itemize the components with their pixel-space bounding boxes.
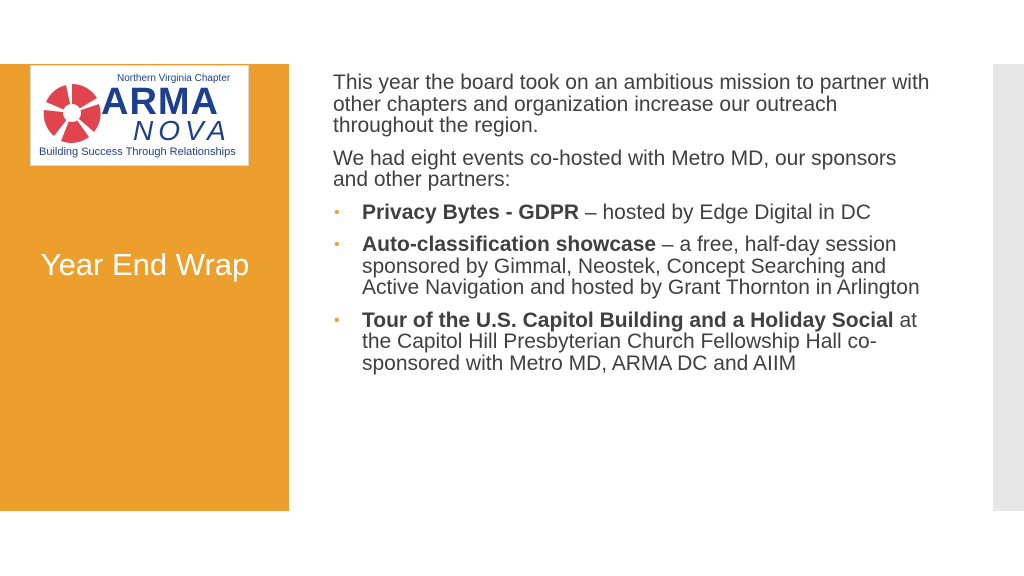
- slide-content: [333, 72, 933, 385]
- list-item: [333, 310, 933, 375]
- logo-nova-text: NOVA: [133, 115, 231, 146]
- events-paragraph: We had eight events co-hosted with Metro MD, our sponsors and other partners:: [333, 146, 897, 191]
- list-item: [333, 202, 933, 224]
- pinwheel-logo-icon: [39, 80, 105, 146]
- event-list: [333, 202, 933, 375]
- event-details: at the Capitol Hill Presbyterian Church Fellowship Hall co-sponsored with Metro MD, ARMA DC and AIIM: [362, 308, 917, 375]
- slide-title: Year End Wrap: [40, 247, 250, 282]
- event-name: Auto-classification showcase: [362, 233, 657, 256]
- event-details: – hosted by Edge Digital in DC: [579, 200, 871, 224]
- intro-paragraph: This year the board took on an ambitious mission to partner with other chapters and organization increase our outreach throughout the region.: [333, 71, 930, 137]
- logo-tagline: Building Success Through Relationships: [39, 146, 236, 158]
- arma-nova-logo: [30, 65, 249, 166]
- bullet-icon: •: [334, 311, 340, 329]
- event-name: Privacy Bytes - GDPR: [362, 200, 580, 224]
- logo-arma-text: ARMA: [101, 81, 219, 123]
- list-item: [333, 234, 933, 299]
- event-name: Tour of the U.S. Capitol Building and a Holiday Social: [362, 308, 894, 332]
- bullet-icon: •: [334, 236, 340, 253]
- event-details: – a free, half-day session sponsored by Gimmal, Neostek, Concept Searching and Active Navigation and hosted by Grant Thornton in Arlington: [362, 233, 920, 299]
- logo-chapter-text: Northern Virginia Chapter: [117, 73, 231, 84]
- right-sidebar-bar: [993, 64, 1024, 511]
- bullet-icon: •: [334, 203, 340, 221]
